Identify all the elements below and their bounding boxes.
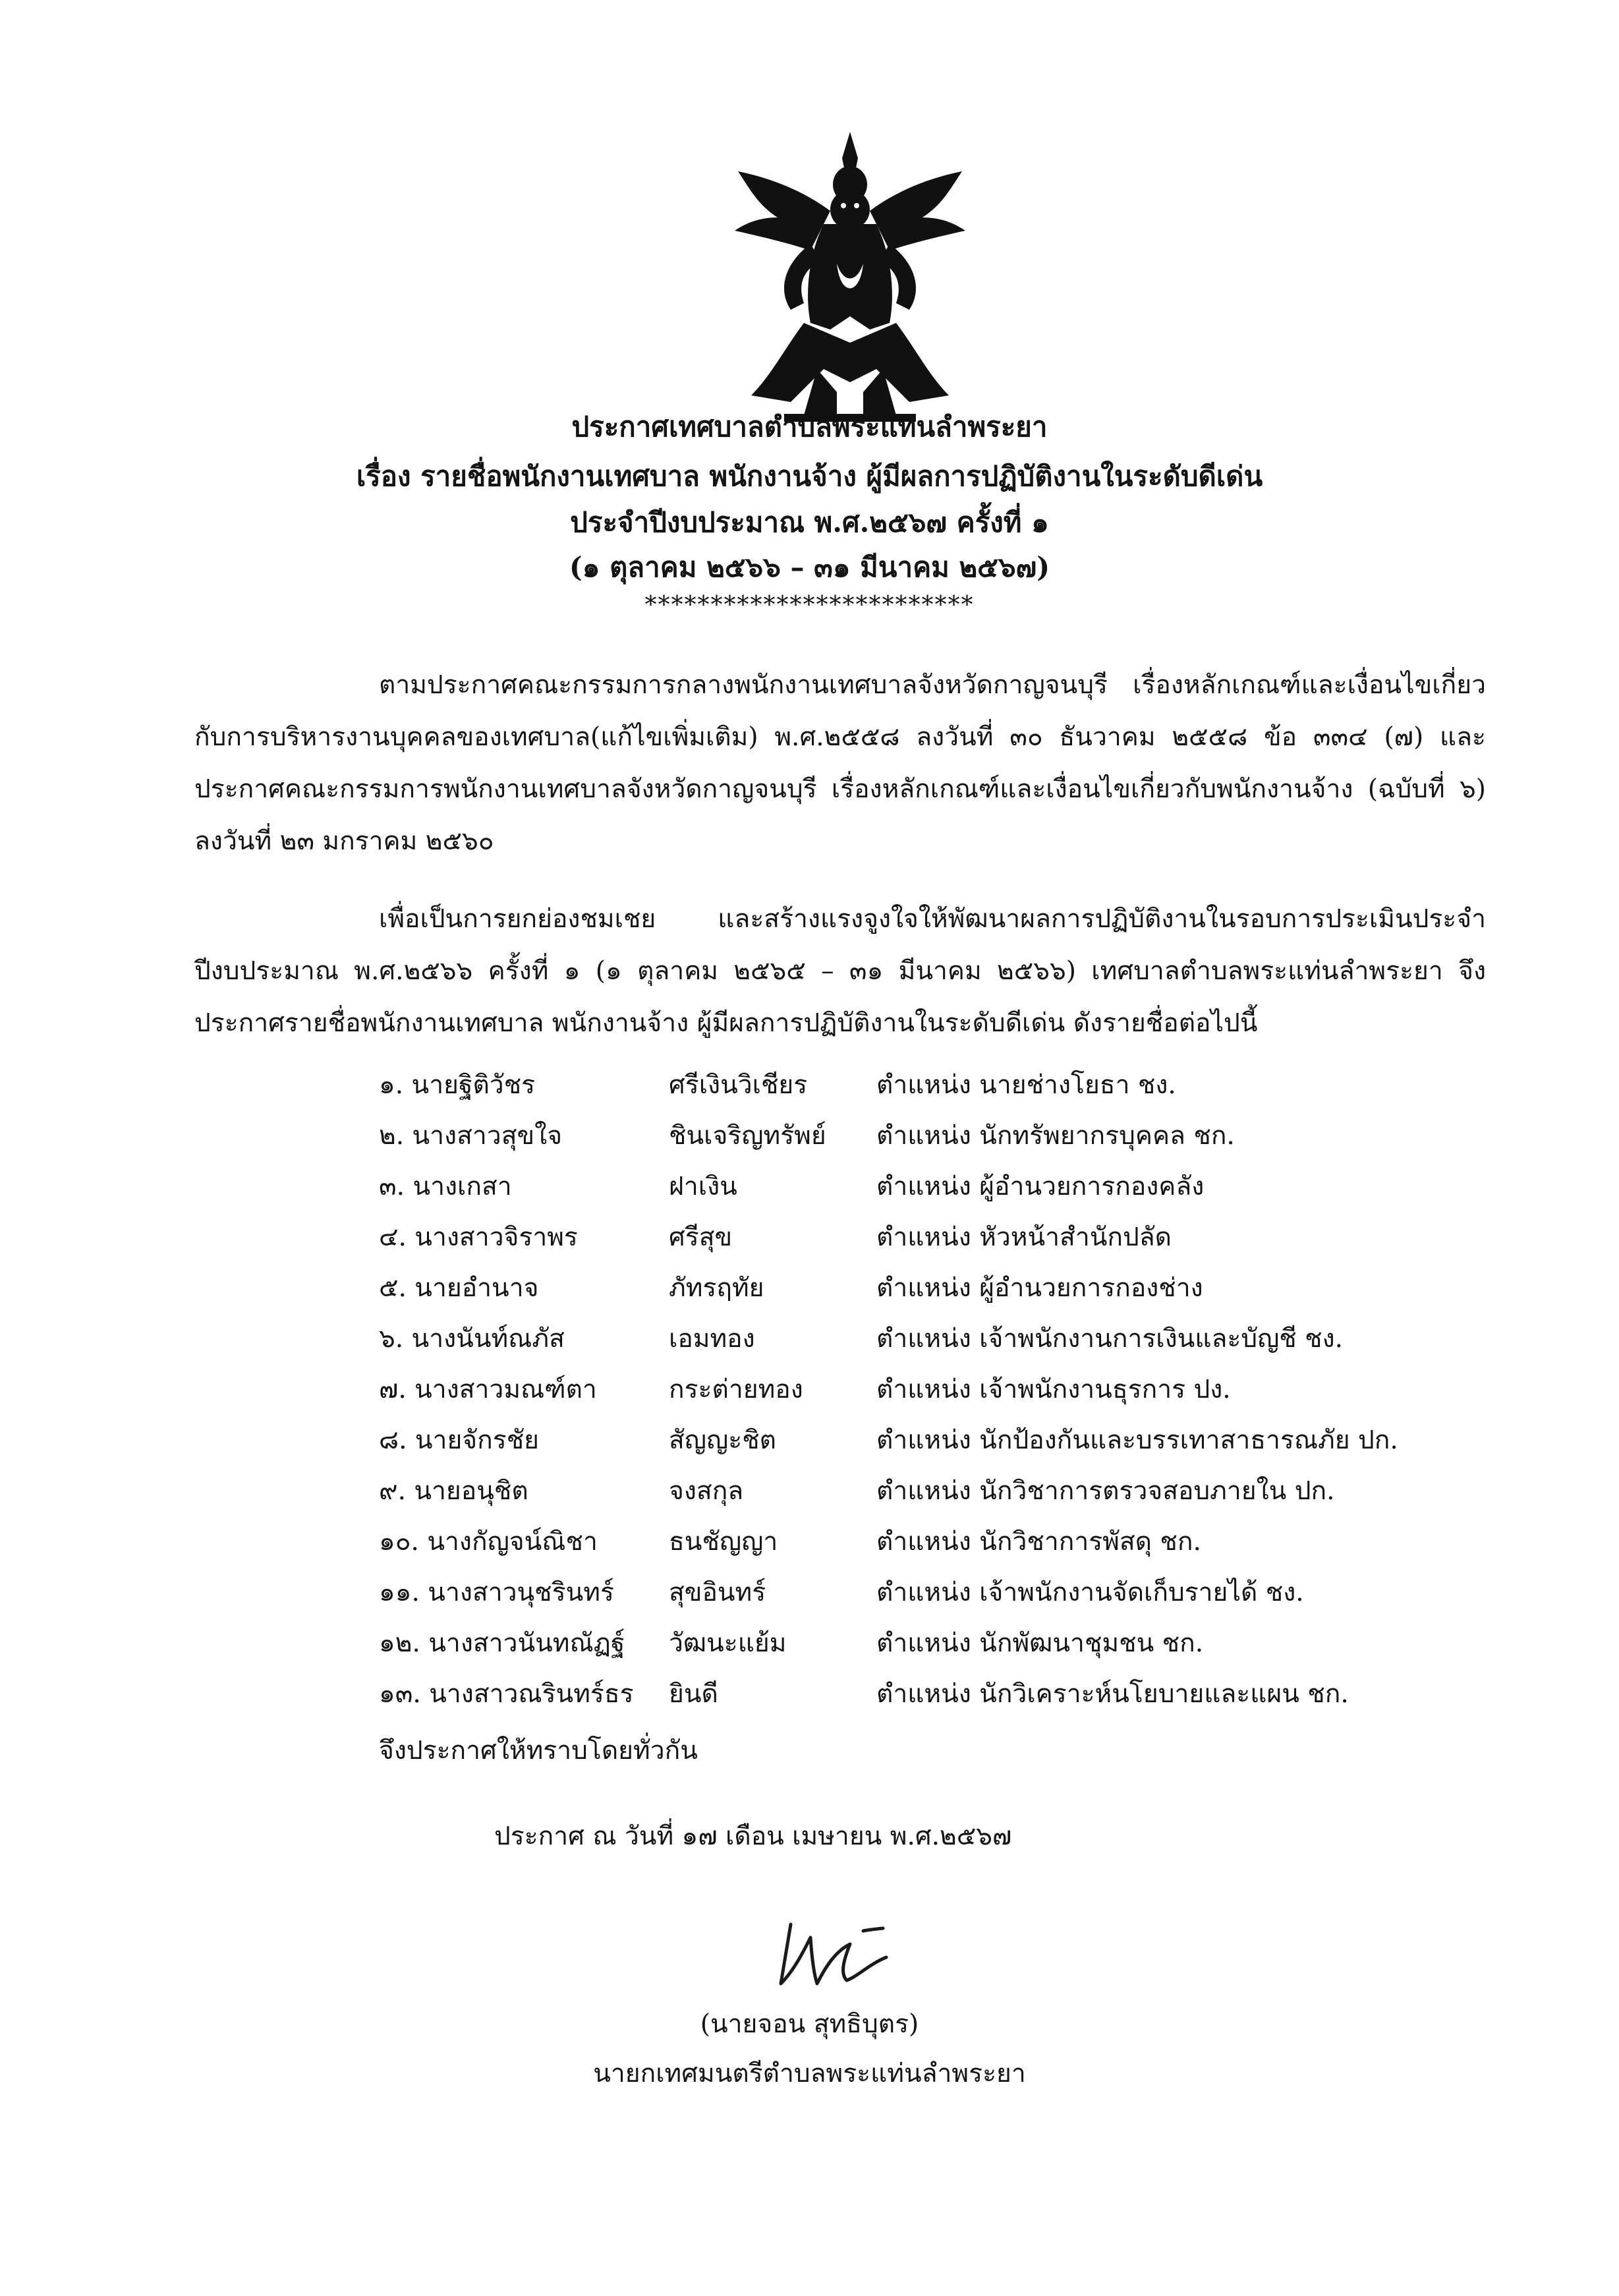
separator: ************************* [644, 592, 975, 619]
announce-date: ประกาศ ณ วันที่ ๑๗ เดือน เมษายน พ.ศ.๒๕๖๗ [494, 1822, 1012, 1851]
employee-position: ตำแหน่ง เจ้าพนักงานการเงินและบัญชี ชง. [876, 1324, 1344, 1354]
employee-position: ตำแหน่ง นักวิชาการตรวจสอบภายใน ปก. [876, 1476, 1335, 1506]
employee-surname: ยินดี [669, 1679, 718, 1709]
employee-surname: ศรีสุข [669, 1222, 733, 1252]
reference-paragraph: ตามประกาศคณะกรรมการกลางพนักงานเทศบาลจังหวัดกาญจนบุรี เรื่องหลักเกณฑ์และเงื่อนไขเกี่ยวกับการบริหารงานบุคคลของเทศบาล(แก้ไขเพิ่มเติม) พ.ศ.๒๕๕๘ ลงวันที่ ๓๐ ธันวาคม ๒๕๕๘ ข้อ ๓๓๔ (๗) และประกาศคณะกรรมการพนักงานเทศบาลจังหวัดกาญจนบุรี เรื่องหลักเกณฑ์และเงื่อนไขเกี่ยวกับพนักงานจ้าง (ฉบับที่ ๖) ลงวันที่ ๒๓ มกราคม ๒๕๖๐ [194, 670, 1486, 856]
employee-name: ๒. นางสาวสุขใจ [379, 1121, 563, 1151]
employee-position: ตำแหน่ง นักพัฒนาชุมชน ชก. [876, 1628, 1204, 1658]
closing-statement: จึงประกาศให้ทราบโดยทั่วกัน [379, 1736, 698, 1765]
employee-name: ๕. นายอำนาจ [379, 1273, 539, 1303]
list-item [379, 1318, 1499, 1369]
list-item [379, 1166, 1499, 1217]
signature-icon [764, 1911, 896, 1997]
list-item [379, 1420, 1499, 1470]
employee-name: ๙. นายอนุชิต [379, 1476, 528, 1506]
employee-position: ตำแหน่ง ผู้อำนวยการกองช่าง [876, 1273, 1203, 1303]
list-item [379, 1115, 1499, 1166]
list-item [379, 1064, 1499, 1115]
announcement-title: ประกาศเทศบาลตำบลพระแท่นลำพระยา [571, 411, 1048, 443]
list-item [379, 1673, 1499, 1724]
employee-name: ๘. นายจักรชัย [379, 1425, 540, 1455]
list-item [379, 1521, 1499, 1572]
employee-name: ๗. นางสาวมณฑ์ตา [379, 1375, 597, 1404]
employee-surname: สุขอินทร์ [669, 1578, 766, 1607]
signer-name: (นายจอน สุทธิบุตร) [700, 2009, 919, 2039]
period-line: (๑ ตุลาคม ๒๕๖๖ – ๓๑ มีนาคม ๒๕๖๗) [569, 551, 1050, 583]
garuda-emblem-icon [731, 132, 969, 422]
employee-name: ๖. นางนันท์ณภัส [379, 1324, 565, 1354]
fiscal-year-line: ประจำปีงบประมาณ พ.ศ.๒๕๖๗ ครั้งที่ ๑ [570, 506, 1049, 538]
employee-surname: จงสกุล [669, 1476, 744, 1506]
employee-position: ตำแหน่ง นักวิชาการพัสดุ ชก. [876, 1527, 1201, 1557]
employee-name: ๑. นายฐิติวัชร [379, 1070, 536, 1100]
employee-position: ตำแหน่ง นายช่างโยธา ชง. [876, 1070, 1176, 1100]
list-item [379, 1622, 1499, 1673]
employee-position: ตำแหน่ง เจ้าพนักงานจัดเก็บรายได้ ชง. [876, 1578, 1304, 1607]
employee-surname: ภัทรฤทัย [669, 1273, 764, 1303]
employee-position: ตำแหน่ง นักวิเคราะห์นโยบายและแผน ชก. [876, 1679, 1349, 1709]
purpose-paragraph: เพื่อเป็นการยกย่องชมเชย และสร้างแรงจูงใจให้พัฒนาผลการปฏิบัติงานในรอบการประเมินประจำปีงบประมาณ พ.ศ.๒๕๖๖ ครั้งที่ ๑ (๑ ตุลาคม ๒๕๖๕ – ๓๑ มีนาคม ๒๕๖๖) เทศบาลตำบลพระแท่นลำพระยา จึงประกาศรายชื่อพนักงานเทศบาล พนักงานจ้าง ผู้มีผลการปฏิบัติงานในระดับดีเด่น ดังรายชื่อต่อไปนี้ [194, 904, 1486, 1038]
list-item [379, 1369, 1499, 1420]
employee-name: ๔. นางสาวจิราพร [379, 1222, 578, 1252]
employee-surname: สัญญะชิต [669, 1425, 777, 1455]
list-item [379, 1470, 1499, 1521]
employee-name: ๑๐. นางกัญจน์ณิชา [379, 1527, 598, 1557]
list-item [379, 1572, 1499, 1622]
employee-list [379, 1064, 1499, 1724]
employee-surname: ฝาเงิน [669, 1172, 737, 1201]
employee-position: ตำแหน่ง เจ้าพนักงานธุรการ ปง. [876, 1375, 1231, 1404]
employee-name: ๑๑. นางสาวนุชรินทร์ [379, 1578, 614, 1607]
employee-surname: วัฒนะแย้ม [669, 1628, 787, 1658]
employee-surname: เอมทอง [669, 1324, 755, 1354]
employee-name: ๑๓. นางสาวณรินทร์ธร [379, 1679, 634, 1709]
signer-position: นายกเทศมนตรีตำบลพระแท่นลำพระยา [593, 2059, 1026, 2088]
employee-position: ตำแหน่ง หัวหน้าสำนักปลัด [876, 1222, 1172, 1252]
employee-surname: ธนชัญญา [669, 1527, 778, 1557]
employee-name: ๑๒. นางสาวนันทณัฏฐ์ [379, 1628, 625, 1658]
list-item [379, 1217, 1499, 1267]
employee-surname: ชินเจริญทรัพย์ [669, 1121, 826, 1151]
employee-name: ๓. นางเกสา [379, 1172, 512, 1201]
employee-surname: กระต่ายทอง [669, 1375, 803, 1404]
employee-surname: ศรีเงินวิเชียร [669, 1070, 808, 1100]
employee-position: ตำแหน่ง ผู้อำนวยการกองคลัง [876, 1172, 1205, 1201]
employee-position: ตำแหน่ง นักป้องกันและบรรเทาสาธารณภัย ปก. [876, 1425, 1398, 1455]
announcement-subject: เรื่อง รายชื่อพนักงานเทศบาล พนักงานจ้าง ผู้มีผลการปฏิบัติงานในระดับดีเด่น [356, 460, 1263, 492]
list-item [379, 1267, 1499, 1318]
employee-position: ตำแหน่ง นักทรัพยากรบุคคล ชก. [876, 1121, 1235, 1151]
